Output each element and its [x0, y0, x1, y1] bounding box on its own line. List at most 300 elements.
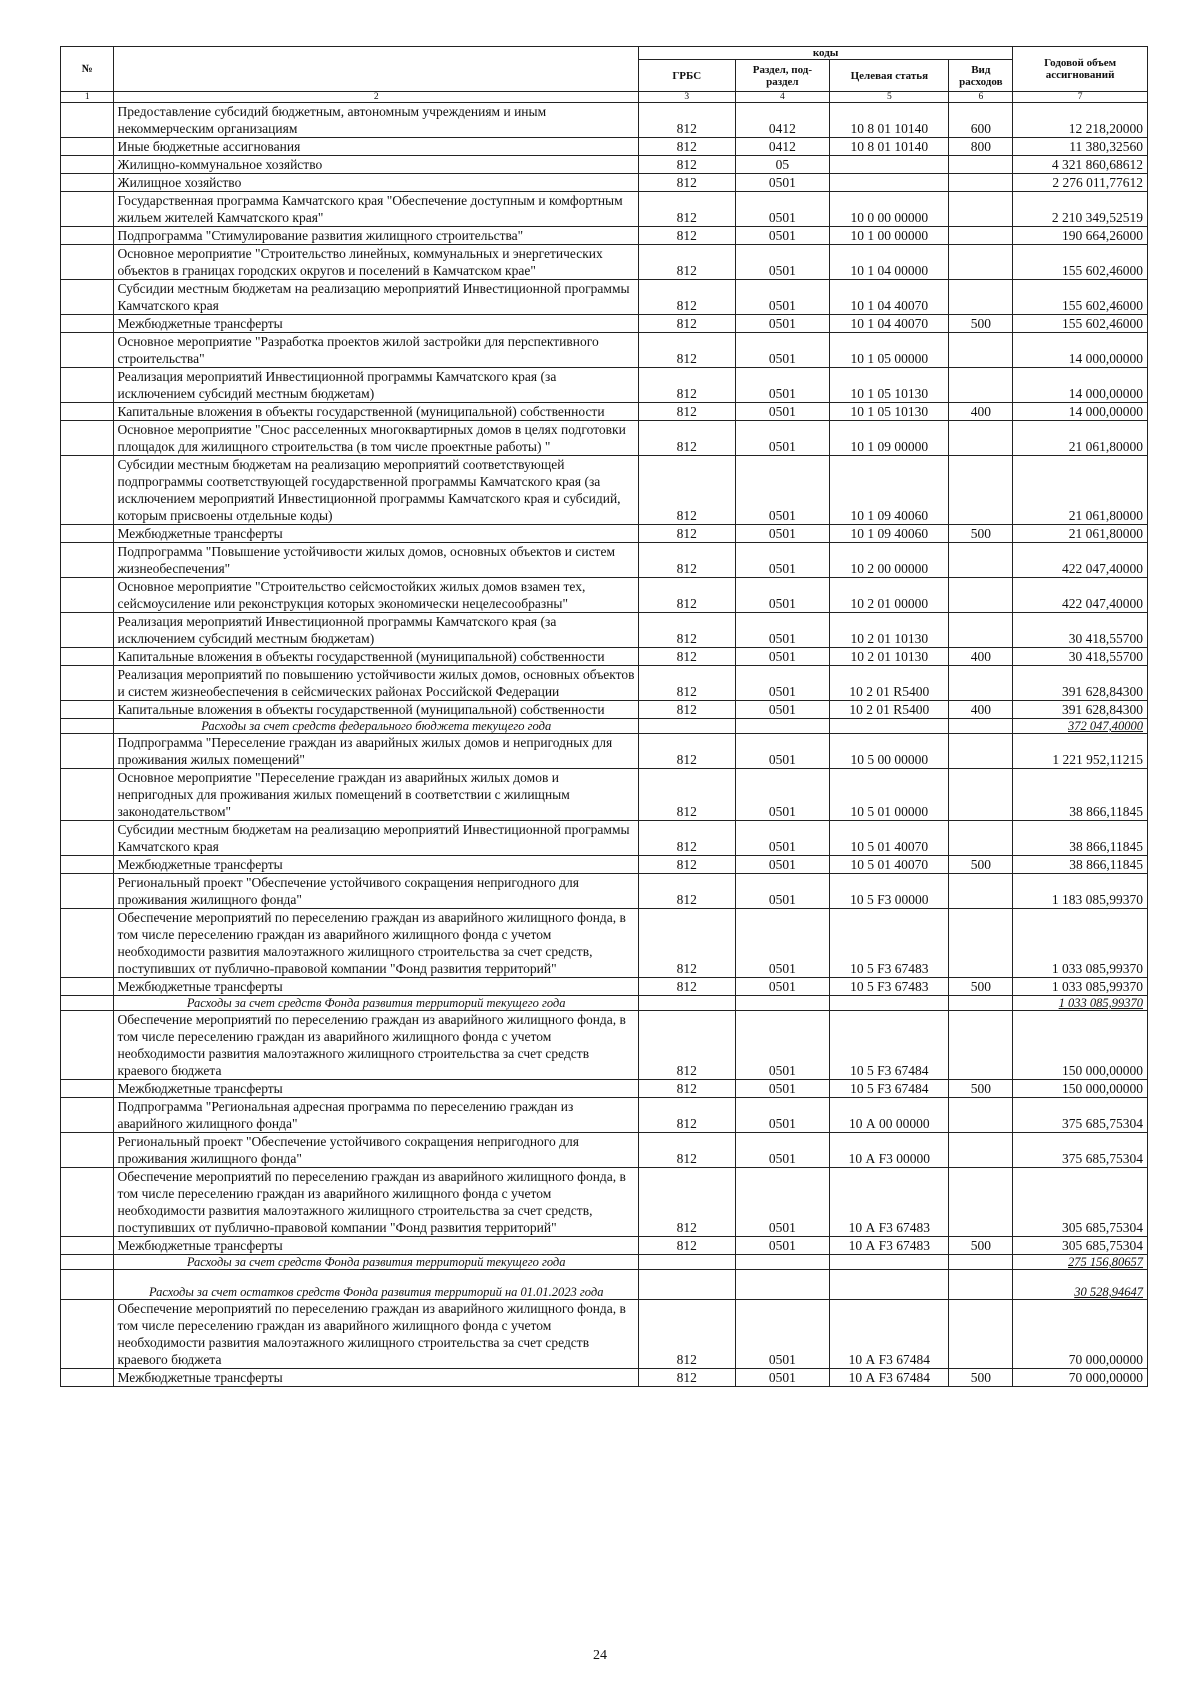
table-row: [61, 701, 1148, 719]
cell-section: 0501: [735, 333, 830, 368]
cell-name: Жилищно-коммунальное хозяйство: [114, 156, 638, 174]
table-row: [61, 403, 1148, 421]
cell-number: [61, 245, 114, 280]
cell-name: Государственная программа Камчатского края "Обеспечение доступным и комфортным жильем жителей Камчатского края": [114, 192, 638, 227]
cell-section: 0501: [735, 734, 830, 769]
cell-expense-type: 400: [949, 648, 1013, 666]
cell-grbs: 812: [638, 856, 735, 874]
cell-number: [61, 1098, 114, 1133]
cell-annual: 150 000,00000: [1013, 1011, 1148, 1080]
cell-annual: 14 000,00000: [1013, 368, 1148, 403]
cell-grbs: 812: [638, 613, 735, 648]
cell-name: Реализация мероприятий по повышению устойчивости жилых домов, основных объектов и систем жизнеобеспечения в сейсмических районах Российской Федерации: [114, 666, 638, 701]
cell-name: Межбюджетные трансферты: [114, 1080, 638, 1098]
cell-number: [61, 1255, 114, 1270]
cell-name: Обеспечение мероприятий по переселению граждан из аварийного жилищного фонда, в том числе переселению граждан из аварийного жилищного фонда с учетом необходимости развития малоэтажного жилищного строительства за счет средств краевого бюджета: [114, 1300, 638, 1369]
column-number: 5: [830, 92, 949, 103]
cell-grbs: 812: [638, 1168, 735, 1237]
cell-number: [61, 613, 114, 648]
cell-annual: 275 156,80657: [1013, 1255, 1148, 1270]
table-row: [61, 543, 1148, 578]
table-row: [61, 421, 1148, 456]
cell-grbs: 812: [638, 403, 735, 421]
cell-number: [61, 1270, 114, 1300]
column-number: 6: [949, 92, 1013, 103]
cell-expense-type: 600: [949, 103, 1013, 138]
cell-target: 10 2 01 R5400: [830, 701, 949, 719]
cell-annual: 1 033 085,99370: [1013, 909, 1148, 978]
table-row: [61, 368, 1148, 403]
cell-section: 0501: [735, 978, 830, 996]
cell-name: Субсидии местным бюджетам на реализацию мероприятий соответствующей подпрограммы соответствующей государственной программы Камчатского края (за исключением мероприятий Инвестиционной программы Камчатского края и субсидий, которым присвоены отдельные коды): [114, 456, 638, 525]
cell-name: Межбюджетные трансферты: [114, 525, 638, 543]
cell-number: [61, 769, 114, 821]
cell-section: 0501: [735, 909, 830, 978]
cell-section: 0501: [735, 1300, 830, 1369]
cell-name: Межбюджетные трансферты: [114, 1237, 638, 1255]
cell-target: 10 5 F3 67483: [830, 909, 949, 978]
cell-section: 0501: [735, 245, 830, 280]
cell-grbs: 812: [638, 156, 735, 174]
cell-number: [61, 978, 114, 996]
cell-annual: 2 276 011,77612: [1013, 174, 1148, 192]
cell-grbs: 812: [638, 769, 735, 821]
cell-section: 0501: [735, 1133, 830, 1168]
cell-grbs: 812: [638, 525, 735, 543]
header-section: Раздел, под-раздел: [735, 60, 830, 92]
table-row: [61, 874, 1148, 909]
cell-name: Основное мероприятие "Разработка проектов жилой застройки для перспективного строительства": [114, 333, 638, 368]
cell-target: 10 1 05 10130: [830, 403, 949, 421]
cell-name: Обеспечение мероприятий по переселению граждан из аварийного жилищного фонда, в том числе переселению граждан из аварийного жилищного фонда с учетом необходимости развития малоэтажного жилищного строительства за счет средств краевого бюджета: [114, 1011, 638, 1080]
cell-number: [61, 1369, 114, 1387]
cell-section: 0501: [735, 227, 830, 245]
cell-number: [61, 138, 114, 156]
cell-section: 0501: [735, 701, 830, 719]
cell-expense-type: [949, 245, 1013, 280]
cell-grbs: [638, 1270, 735, 1300]
cell-name: Обеспечение мероприятий по переселению граждан из аварийного жилищного фонда, в том числе переселению граждан из аварийного жилищного фонда с учетом необходимости развития малоэтажного жилищного строительства за счет средств, поступивших от публично-правовой компании "Фонд развития территорий": [114, 909, 638, 978]
cell-grbs: 812: [638, 103, 735, 138]
cell-expense-type: [949, 613, 1013, 648]
cell-target: 10 5 01 40070: [830, 856, 949, 874]
cell-section: 0501: [735, 192, 830, 227]
cell-name: Субсидии местным бюджетам на реализацию мероприятий Инвестиционной программы Камчатского края: [114, 280, 638, 315]
cell-expense-type: [949, 821, 1013, 856]
cell-section: 0501: [735, 1080, 830, 1098]
cell-grbs: 812: [638, 421, 735, 456]
cell-name: Подпрограмма "Региональная адресная программа по переселению граждан из аварийного жилищного фонда": [114, 1098, 638, 1133]
cell-number: [61, 578, 114, 613]
cell-target: [830, 719, 949, 734]
cell-name: Межбюджетные трансферты: [114, 1369, 638, 1387]
cell-target: 10 5 F3 67484: [830, 1011, 949, 1080]
cell-annual: 14 000,00000: [1013, 333, 1148, 368]
cell-target: 10 А 00 00000: [830, 1098, 949, 1133]
cell-number: [61, 666, 114, 701]
cell-name: Основное мероприятие "Строительство линейных, коммунальных и энергетических объектов в границах городских округов и поселений в Камчатском крае": [114, 245, 638, 280]
header-expense-type: Вид расходов: [949, 60, 1013, 92]
cell-expense-type: [949, 174, 1013, 192]
cell-grbs: 812: [638, 192, 735, 227]
table-row: [61, 227, 1148, 245]
cell-name: Основное мероприятие "Переселение граждан из аварийных жилых домов и непригодных для проживания жилых помещений в соответствии с жилищным законодательством": [114, 769, 638, 821]
cell-expense-type: [949, 1133, 1013, 1168]
column-number: 2: [114, 92, 638, 103]
cell-target: 10 А F3 67484: [830, 1369, 949, 1387]
cell-annual: 4 321 860,68612: [1013, 156, 1148, 174]
cell-expense-type: [949, 996, 1013, 1011]
cell-expense-type: 500: [949, 978, 1013, 996]
cell-section: 0501: [735, 1098, 830, 1133]
cell-target: 10 2 00 00000: [830, 543, 949, 578]
cell-annual: 70 000,00000: [1013, 1300, 1148, 1369]
cell-section: 0501: [735, 613, 830, 648]
cell-annual: 190 664,26000: [1013, 227, 1148, 245]
cell-expense-type: [949, 227, 1013, 245]
cell-name: Реализация мероприятий Инвестиционной программы Камчатского края (за исключением субсидий местным бюджетам): [114, 613, 638, 648]
table-row: [61, 315, 1148, 333]
cell-target: 10 1 09 40060: [830, 456, 949, 525]
header-grbs: ГРБС: [638, 60, 735, 92]
cell-section: 0501: [735, 666, 830, 701]
cell-target: [830, 156, 949, 174]
cell-expense-type: [949, 734, 1013, 769]
cell-grbs: 812: [638, 368, 735, 403]
cell-section: 0501: [735, 1237, 830, 1255]
cell-grbs: 812: [638, 578, 735, 613]
table-row: [61, 138, 1148, 156]
cell-expense-type: 500: [949, 1369, 1013, 1387]
table-row: [61, 769, 1148, 821]
cell-expense-type: 500: [949, 1080, 1013, 1098]
cell-name: Иные бюджетные ассигнования: [114, 138, 638, 156]
table-row: [61, 734, 1148, 769]
cell-annual: 12 218,20000: [1013, 103, 1148, 138]
column-number: 4: [735, 92, 830, 103]
cell-target: 10 5 00 00000: [830, 734, 949, 769]
column-number: 3: [638, 92, 735, 103]
cell-grbs: 812: [638, 174, 735, 192]
cell-number: [61, 174, 114, 192]
cell-section: 0501: [735, 525, 830, 543]
table-row: [61, 1168, 1148, 1237]
cell-expense-type: [949, 666, 1013, 701]
cell-expense-type: [949, 1098, 1013, 1133]
cell-number: [61, 701, 114, 719]
cell-target: 10 1 09 40060: [830, 525, 949, 543]
cell-annual: 375 685,75304: [1013, 1133, 1148, 1168]
cell-annual: 21 061,80000: [1013, 421, 1148, 456]
cell-section: 0501: [735, 578, 830, 613]
cell-grbs: 812: [638, 666, 735, 701]
cell-name: Обеспечение мероприятий по переселению граждан из аварийного жилищного фонда, в том числе переселению граждан из аварийного жилищного фонда с учетом необходимости развития малоэтажного жилищного строительства за счет средств, поступивших от публично-правовой компании "Фонд развития территорий": [114, 1168, 638, 1237]
cell-section: [735, 1255, 830, 1270]
cell-grbs: [638, 1255, 735, 1270]
cell-number: [61, 1168, 114, 1237]
cell-name: Региональный проект "Обеспечение устойчивого сокращения непригодного для проживания жилищного фонда": [114, 874, 638, 909]
cell-number: [61, 648, 114, 666]
cell-section: 0501: [735, 821, 830, 856]
cell-name: Капитальные вложения в объекты государственной (муниципальной) собственности: [114, 648, 638, 666]
cell-number: [61, 1237, 114, 1255]
cell-number: [61, 368, 114, 403]
cell-target: 10 5 01 40070: [830, 821, 949, 856]
cell-annual: 372 047,40000: [1013, 719, 1148, 734]
cell-target: [830, 1255, 949, 1270]
cell-grbs: 812: [638, 1369, 735, 1387]
table-row: [61, 821, 1148, 856]
table-row: [61, 856, 1148, 874]
cell-expense-type: [949, 909, 1013, 978]
cell-number: [61, 996, 114, 1011]
cell-number: [61, 734, 114, 769]
table-row: [61, 333, 1148, 368]
cell-annual: 38 866,11845: [1013, 821, 1148, 856]
cell-grbs: 812: [638, 280, 735, 315]
note-row: [61, 719, 1148, 734]
cell-grbs: 812: [638, 1300, 735, 1369]
cell-annual: 30 528,94647: [1013, 1270, 1148, 1300]
table-body: [61, 103, 1148, 1387]
cell-expense-type: [949, 1011, 1013, 1080]
cell-name: Капитальные вложения в объекты государственной (муниципальной) собственности: [114, 403, 638, 421]
column-number: 7: [1013, 92, 1148, 103]
cell-target: 10 А F3 67483: [830, 1237, 949, 1255]
cell-section: [735, 719, 830, 734]
cell-target: 10 А F3 67483: [830, 1168, 949, 1237]
cell-grbs: [638, 719, 735, 734]
cell-section: 0501: [735, 368, 830, 403]
cell-target: 10 1 05 10130: [830, 368, 949, 403]
cell-annual: 21 061,80000: [1013, 525, 1148, 543]
cell-section: 0501: [735, 403, 830, 421]
table-row: [61, 666, 1148, 701]
cell-name: Основное мероприятие "Снос расселенных многоквартирных домов в целях подготовки площадок для жилищного строительства (в том числе проектные работы) ": [114, 421, 638, 456]
cell-expense-type: [949, 1300, 1013, 1369]
budget-table: [60, 46, 1148, 1387]
cell-name: Межбюджетные трансферты: [114, 978, 638, 996]
cell-grbs: 812: [638, 821, 735, 856]
cell-expense-type: 500: [949, 525, 1013, 543]
cell-annual: 1 033 085,99370: [1013, 996, 1148, 1011]
cell-grbs: [638, 996, 735, 1011]
table-row: [61, 280, 1148, 315]
cell-target: 10 1 09 00000: [830, 421, 949, 456]
table-row: [61, 192, 1148, 227]
cell-target: 10 5 F3 00000: [830, 874, 949, 909]
cell-name: Субсидии местным бюджетам на реализацию мероприятий Инвестиционной программы Камчатского края: [114, 821, 638, 856]
cell-annual: 70 000,00000: [1013, 1369, 1148, 1387]
cell-grbs: 812: [638, 227, 735, 245]
cell-section: 0501: [735, 1168, 830, 1237]
cell-expense-type: [949, 719, 1013, 734]
cell-annual: 2 210 349,52519: [1013, 192, 1148, 227]
cell-target: [830, 996, 949, 1011]
cell-number: [61, 525, 114, 543]
cell-annual: 391 628,84300: [1013, 666, 1148, 701]
cell-section: 05: [735, 156, 830, 174]
cell-expense-type: 800: [949, 138, 1013, 156]
cell-annual: 422 047,40000: [1013, 578, 1148, 613]
cell-expense-type: 400: [949, 403, 1013, 421]
cell-expense-type: [949, 543, 1013, 578]
cell-expense-type: [949, 280, 1013, 315]
cell-name: Жилищное хозяйство: [114, 174, 638, 192]
cell-number: [61, 280, 114, 315]
cell-expense-type: [949, 421, 1013, 456]
cell-section: 0412: [735, 103, 830, 138]
cell-number: [61, 192, 114, 227]
table-row: [61, 1133, 1148, 1168]
cell-name: Основное мероприятие "Строительство сейсмостойких жилых домов взамен тех, сейсмоусиление или реконструкция которых экономически нецелесообразны": [114, 578, 638, 613]
cell-expense-type: [949, 156, 1013, 174]
cell-target: 10 2 01 00000: [830, 578, 949, 613]
note-row: [61, 1270, 1148, 1300]
cell-section: 0501: [735, 1369, 830, 1387]
cell-name: Расходы за счет средств Фонда развития территорий текущего года: [114, 1255, 638, 1270]
header-target: Целевая статья: [830, 60, 949, 92]
cell-target: 10 1 04 40070: [830, 315, 949, 333]
cell-target: 10 8 01 10140: [830, 138, 949, 156]
cell-section: 0501: [735, 174, 830, 192]
cell-name: Расходы за счет средств федерального бюджета текущего года: [114, 719, 638, 734]
cell-annual: 391 628,84300: [1013, 701, 1148, 719]
cell-expense-type: 500: [949, 856, 1013, 874]
cell-section: 0501: [735, 421, 830, 456]
cell-grbs: 812: [638, 648, 735, 666]
cell-target: 10 1 00 00000: [830, 227, 949, 245]
cell-section: 0501: [735, 1011, 830, 1080]
cell-grbs: 812: [638, 1011, 735, 1080]
cell-grbs: 812: [638, 138, 735, 156]
cell-section: 0501: [735, 456, 830, 525]
cell-name: Региональный проект "Обеспечение устойчивого сокращения непригодного для проживания жилищного фонда": [114, 1133, 638, 1168]
table-row: [61, 525, 1148, 543]
cell-section: [735, 1270, 830, 1300]
cell-annual: 38 866,11845: [1013, 769, 1148, 821]
cell-expense-type: [949, 192, 1013, 227]
cell-expense-type: [949, 578, 1013, 613]
cell-number: [61, 403, 114, 421]
cell-grbs: 812: [638, 1080, 735, 1098]
cell-annual: 30 418,55700: [1013, 613, 1148, 648]
cell-grbs: 812: [638, 333, 735, 368]
cell-target: 10 А F3 67484: [830, 1300, 949, 1369]
table-row: [61, 1237, 1148, 1255]
cell-annual: 305 685,75304: [1013, 1237, 1148, 1255]
page-number: 24: [593, 1648, 607, 1663]
table-row: [61, 1300, 1148, 1369]
table-row: [61, 1080, 1148, 1098]
cell-annual: 1 183 085,99370: [1013, 874, 1148, 909]
cell-section: [735, 996, 830, 1011]
cell-number: [61, 909, 114, 978]
header-number: №: [61, 47, 114, 92]
table-row: [61, 174, 1148, 192]
cell-annual: 155 602,46000: [1013, 280, 1148, 315]
cell-expense-type: [949, 333, 1013, 368]
table-row: [61, 456, 1148, 525]
cell-grbs: 812: [638, 456, 735, 525]
header-annual: Годовой объем ассигнований: [1013, 47, 1148, 92]
cell-target: 10 1 04 00000: [830, 245, 949, 280]
cell-annual: 155 602,46000: [1013, 315, 1148, 333]
cell-number: [61, 456, 114, 525]
cell-number: [61, 856, 114, 874]
cell-name: Подпрограмма "Повышение устойчивости жилых домов, основных объектов и систем жизнеобеспечения": [114, 543, 638, 578]
cell-target: 10 8 01 10140: [830, 103, 949, 138]
table-row: [61, 156, 1148, 174]
cell-target: 10 2 01 10130: [830, 648, 949, 666]
cell-annual: 150 000,00000: [1013, 1080, 1148, 1098]
cell-number: [61, 156, 114, 174]
cell-grbs: 812: [638, 978, 735, 996]
cell-number: [61, 421, 114, 456]
cell-target: 10 1 05 00000: [830, 333, 949, 368]
table-row: [61, 1011, 1148, 1080]
cell-target: [830, 174, 949, 192]
cell-number: [61, 719, 114, 734]
header-codes: коды: [638, 47, 1012, 60]
table-row: [61, 613, 1148, 648]
cell-number: [61, 333, 114, 368]
cell-grbs: 812: [638, 1098, 735, 1133]
cell-number: [61, 227, 114, 245]
cell-annual: 155 602,46000: [1013, 245, 1148, 280]
cell-target: 10 5 01 00000: [830, 769, 949, 821]
cell-expense-type: [949, 1168, 1013, 1237]
cell-grbs: 812: [638, 315, 735, 333]
cell-annual: 14 000,00000: [1013, 403, 1148, 421]
cell-name: Расходы за счет средств Фонда развития территорий текущего года: [114, 996, 638, 1011]
cell-target: 10 5 F3 67484: [830, 1080, 949, 1098]
cell-grbs: 812: [638, 1133, 735, 1168]
column-number: 1: [61, 92, 114, 103]
cell-number: [61, 1080, 114, 1098]
cell-annual: 305 685,75304: [1013, 1168, 1148, 1237]
cell-number: [61, 543, 114, 578]
cell-annual: 21 061,80000: [1013, 456, 1148, 525]
cell-grbs: 812: [638, 701, 735, 719]
cell-expense-type: [949, 368, 1013, 403]
cell-target: 10 2 01 10130: [830, 613, 949, 648]
cell-expense-type: 400: [949, 701, 1013, 719]
cell-section: 0501: [735, 856, 830, 874]
cell-annual: 38 866,11845: [1013, 856, 1148, 874]
cell-name: Межбюджетные трансферты: [114, 856, 638, 874]
cell-annual: 422 047,40000: [1013, 543, 1148, 578]
cell-section: 0501: [735, 280, 830, 315]
cell-expense-type: [949, 1255, 1013, 1270]
cell-grbs: 812: [638, 1237, 735, 1255]
cell-name: Подпрограмма "Переселение граждан из аварийных жилых домов и непригодных для проживания жилых помещений": [114, 734, 638, 769]
cell-grbs: 812: [638, 734, 735, 769]
cell-annual: 11 380,32560: [1013, 138, 1148, 156]
cell-expense-type: 500: [949, 315, 1013, 333]
cell-number: [61, 103, 114, 138]
table-row: [61, 1369, 1148, 1387]
cell-name: Реализация мероприятий Инвестиционной программы Камчатского края (за исключением субсидий местным бюджетам): [114, 368, 638, 403]
table-row: [61, 103, 1148, 138]
cell-number: [61, 315, 114, 333]
cell-grbs: 812: [638, 543, 735, 578]
table-row: [61, 578, 1148, 613]
cell-section: 0501: [735, 543, 830, 578]
table-row: [61, 648, 1148, 666]
cell-target: 10 А F3 00000: [830, 1133, 949, 1168]
cell-number: [61, 1011, 114, 1080]
